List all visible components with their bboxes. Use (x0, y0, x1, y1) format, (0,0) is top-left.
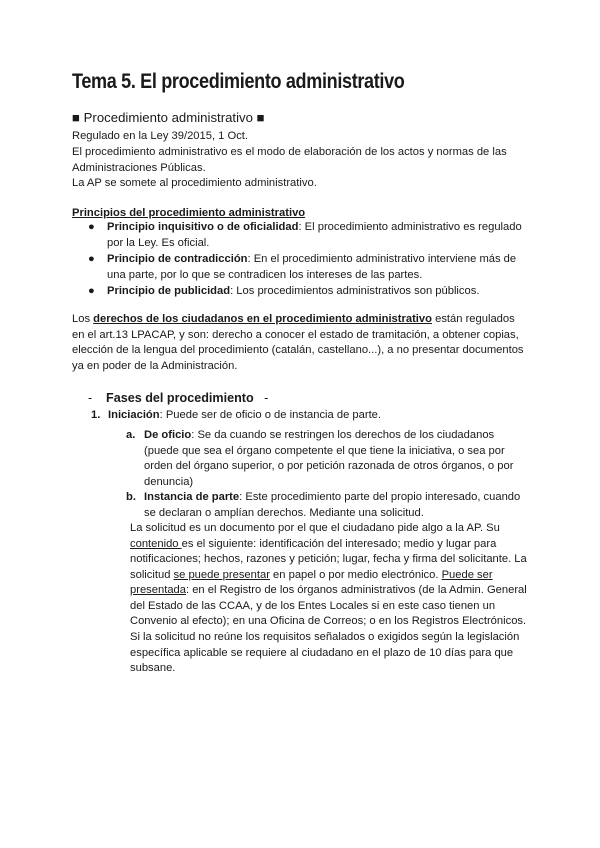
principio-term: Principio de publicidad (107, 285, 231, 297)
solicitud-contenido: contenido (130, 537, 182, 550)
section-marker-left: ■ (72, 110, 80, 125)
solicitud-s2: es el siguiente: identificación del interesado; medio y lugar para notificaciones; hechos, razones y petición; lugar, fecha y firma del solicitante. La solicitud (130, 537, 527, 581)
solicitud-puede-ser-presentada: Puede ser presentada (130, 568, 493, 596)
intro-definition: El procedimiento administrativo es el modo de elaboración de los actos y normas de las Administraciones Públicas. (72, 146, 507, 174)
solicitud-s1: La solicitud es un documento por el que el ciudadano pide algo a la AP. Su (130, 522, 500, 534)
principio-text (107, 220, 527, 251)
dash-marker: - (88, 391, 93, 405)
solicitud-s3: en papel o por medio electrónico. (269, 568, 442, 581)
derechos-post: están regulados en el art.13 LPACAP, y son: derecho a conocer el estado de tramitación, a obtener copias, elección de la lengua del procedimiento (catalán, castellano...), a no presentar documentos ya en poder de la Administración. (72, 313, 524, 372)
page-title: Tema 5. El procedimiento administrativo (72, 70, 405, 93)
fases-heading-text: Fases del procedimiento (106, 391, 254, 405)
section-heading (72, 110, 265, 125)
subitem-text (144, 428, 530, 490)
fase-term: Iniciación (108, 409, 160, 421)
subsane-paragraph: Si la solicitud no reúne los requisitos señalados o exigidos según la legislación específica aplicable se requiere al ciudadano en el plazo de 10 días para que subsane. (130, 631, 520, 674)
bullet-icon: ● (88, 285, 95, 297)
principio-text (107, 252, 527, 283)
principio-desc: : Los procedimientos administrativos son públicos. (230, 285, 480, 297)
derechos-paragraph (72, 312, 530, 374)
subitem-term: Instancia de parte (144, 491, 240, 503)
principios-heading: Principios del procedimiento administrativo (72, 207, 306, 219)
item-letter: b. (126, 491, 136, 503)
section-marker-right: ■ (256, 110, 265, 125)
item-number: 1. (91, 409, 101, 421)
subitem-term: De oficio (144, 429, 192, 441)
fase-text (108, 408, 508, 424)
solicitud-se-puede-presentar: se puede presentar (173, 568, 270, 581)
dash-marker: - (264, 391, 269, 405)
principio-desc: : El procedimiento administrativo es regulado por la Ley. Es oficial. (107, 221, 522, 249)
fase-desc: : Puede ser de oficio o de instancia de parte. (159, 409, 382, 421)
principio-term: Principio inquisitivo o de oficialidad (107, 221, 299, 233)
intro-submission: La AP se somete al procedimiento administrativo. (72, 177, 317, 189)
subitem-desc: : Este procedimiento parte del propio interesado, cuando se declaran o amplían derechos. Mediante una solicitud. (144, 491, 521, 519)
principio-term: Principio de contradicción (107, 253, 248, 265)
subitem-desc: : Se da cuando se restringen los derechos de los ciudadanos (puede que sea el órgano competente el que tiene la iniciativa, o sea por orden del órgano superior, o por petición razonada de otros órganos, o por denuncia) (144, 429, 514, 488)
solicitud-s4: : en el Registro de los órganos administrativos (de la Admin. General del Estado de las CCAA, y de los Entes Locales si en este caso tienen un Convenio al efecto); en una Oficina de Correos; o en los Registros Electrónicos. (130, 584, 527, 627)
derechos-term: derechos de los ciudadanos en el procedimiento administrativo (93, 313, 432, 325)
section-heading-text: Procedimiento administrativo (83, 110, 253, 125)
principio-text (107, 284, 527, 300)
intro-law: Regulado en la Ley 39/2015, 1 Oct. (72, 130, 249, 142)
solicitud-paragraph (130, 521, 532, 630)
principio-desc: : En el procedimiento administrativo interviene más de una parte, por lo que se contradicen los intereses de las partes. (107, 253, 517, 281)
subitem-text (144, 490, 530, 521)
derechos-pre: Los (72, 313, 94, 325)
item-letter: a. (126, 429, 136, 441)
bullet-icon: ● (88, 253, 95, 265)
fases-heading (88, 391, 268, 405)
bullet-icon: ● (88, 221, 95, 233)
